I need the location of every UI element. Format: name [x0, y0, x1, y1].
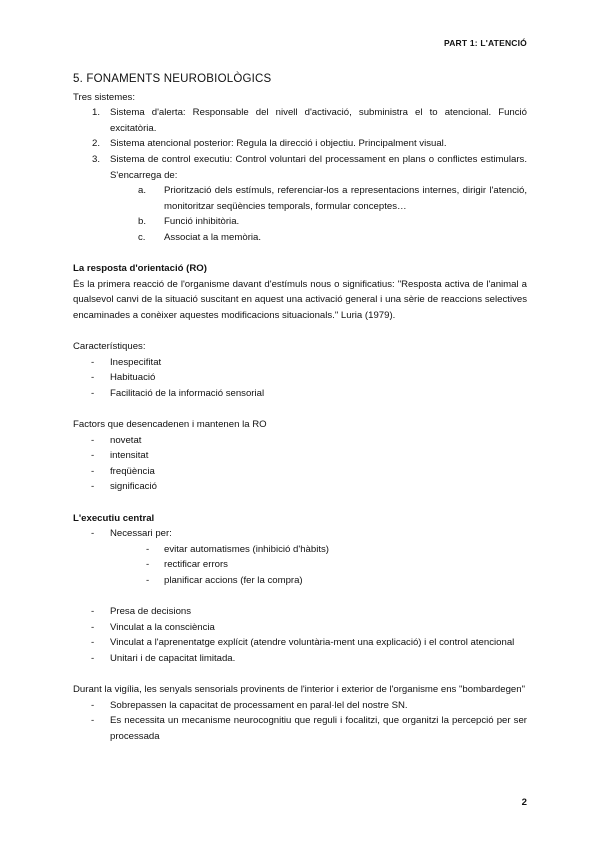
dash-marker: -: [91, 387, 95, 399]
dash-marker: -: [91, 715, 95, 727]
list-item: [73, 526, 527, 588]
list-item: [73, 479, 527, 495]
dash-marker: -: [91, 434, 95, 446]
list-letter: a.: [138, 185, 147, 197]
list-item: [73, 136, 527, 152]
list-item-text: rectificar errors: [164, 559, 228, 571]
systems-list: [73, 105, 527, 245]
list-number: 3.: [92, 153, 101, 165]
list-item-text: Funció inhibitòria.: [164, 216, 240, 228]
list-item-text: Vinculat a l'aprenentatge explícit (atendre voluntària-ment una explicació) i el control atencional: [110, 637, 515, 649]
section-title: 5. FONAMENTS NEUROBIOLÒGICS: [73, 73, 272, 85]
dash-marker: -: [91, 699, 95, 711]
list-item: [73, 604, 527, 620]
list-item: [73, 152, 527, 246]
list-item-text: Sistema atencional posterior: Regula la direcció i objectiu. Principalment visual.: [110, 138, 447, 150]
list-item: [110, 230, 527, 246]
executive-list: [73, 526, 527, 588]
list-item: [110, 214, 527, 230]
dash-marker: -: [91, 621, 95, 633]
list-item: [73, 386, 527, 402]
list-item-text: Habituació: [110, 372, 156, 384]
list-item-text: novetat: [110, 434, 142, 446]
list-number: 1.: [92, 107, 101, 119]
factors-list: [73, 433, 527, 495]
ro-paragraph: És la primera reacció de l'organisme davant d'estímuls nous o significatius: "Resposta activa de l'animal a qualsevol canvi de la situació suscitant en aquest una activació general i una sèrie de reaccions selectives encaminades a conèixer aquestes modificacions situacionals." Luria (1979).: [73, 278, 527, 321]
dash-marker: -: [91, 450, 95, 462]
list-item: [73, 713, 527, 744]
section-intro: Tres sistemes:: [73, 91, 136, 103]
dash-marker: -: [146, 559, 150, 571]
list-item: [73, 105, 527, 136]
characteristics-list: [73, 355, 527, 402]
list-item: [73, 448, 527, 464]
list-item: [110, 542, 527, 558]
list-letter: b.: [138, 216, 147, 228]
dash-marker: -: [91, 372, 95, 384]
list-item: [73, 433, 527, 449]
list-item-text: Sistema de control executiu: Control voluntari del processament en plans o conflictes estimulars. S'encarrega de:: [110, 153, 527, 181]
page-number: 2: [521, 797, 527, 808]
list-item-text: planificar accions (fer la compra): [164, 575, 303, 586]
list-item-text: Es necessita un mecanisme neurocognitiu que reguli i focalitzi, que organitzi la percepció per ser processada: [110, 715, 527, 742]
list-item: [73, 464, 527, 480]
list-item-text: Presa de decisions: [110, 606, 192, 618]
dash-marker: -: [146, 543, 150, 555]
dash-marker: -: [91, 481, 95, 493]
list-item-text: significació: [110, 481, 157, 493]
list-item-text: Priorització dels estímuls, referenciar-los a representacions internes, dirigir l'atenció, monitoritzar seqüències temporals, formular conceptes…: [164, 185, 527, 212]
executive-sublist: [110, 542, 527, 589]
dash-marker: -: [146, 575, 150, 586]
dash-marker: -: [91, 606, 95, 618]
list-item-text: intensitat: [110, 450, 149, 462]
list-item-text: Inespecifitat: [110, 356, 162, 368]
vigilia-paragraph: Durant la vigília, les senyals sensorials provinents de l'interior i exterior de l'organisme ens "bombardegen": [73, 684, 526, 696]
list-item-text: Associat a la memòria.: [164, 231, 262, 243]
list-item-text: evitar automatismes (inhibició d'hàbits): [164, 543, 329, 555]
dash-marker: -: [91, 528, 95, 540]
list-item-text: freqüència: [110, 465, 155, 477]
factors-label: Factors que desencadenen i mantenen la RO: [73, 419, 267, 431]
list-item: [110, 573, 527, 589]
running-header: PART 1: L'ATENCIÓ: [443, 38, 527, 48]
list-item-text: Unitari i de capacitat limitada.: [110, 652, 236, 664]
list-item: [73, 635, 527, 651]
ro-title: La resposta d'orientació (RO): [73, 263, 207, 275]
list-item: [73, 698, 527, 714]
dash-marker: -: [91, 652, 95, 664]
list-item-text: Sobrepassen la capacitat de processament en paral·lel del nostre SN.: [110, 699, 408, 711]
list-letter: c.: [138, 231, 146, 243]
subitems-list: [110, 183, 527, 245]
list-item: [73, 651, 527, 667]
list-item-text: Necessari per:: [110, 528, 172, 540]
page-content: [73, 72, 527, 745]
list-item-text: Vinculat a la consciència: [110, 621, 215, 633]
list-item: [73, 355, 527, 371]
dash-marker: -: [91, 465, 95, 477]
list-item: [110, 183, 527, 214]
list-item: [73, 370, 527, 386]
executive-title: L'executiu central: [73, 512, 155, 524]
list-item-text: Sistema d'alerta: Responsable del nivell d'activació, subministra el to atencional. Funció excitatòria.: [110, 107, 527, 134]
dash-marker: -: [91, 356, 95, 368]
list-number: 2.: [92, 138, 101, 150]
characteristics-label: Característiques:: [73, 341, 146, 353]
vigilia-list: [73, 698, 527, 745]
dash-marker: -: [91, 637, 95, 649]
list-item-text: Facilitació de la informació sensorial: [110, 387, 265, 399]
executive-list-2: [73, 604, 527, 666]
list-item: [73, 620, 527, 636]
list-item: [110, 557, 527, 573]
